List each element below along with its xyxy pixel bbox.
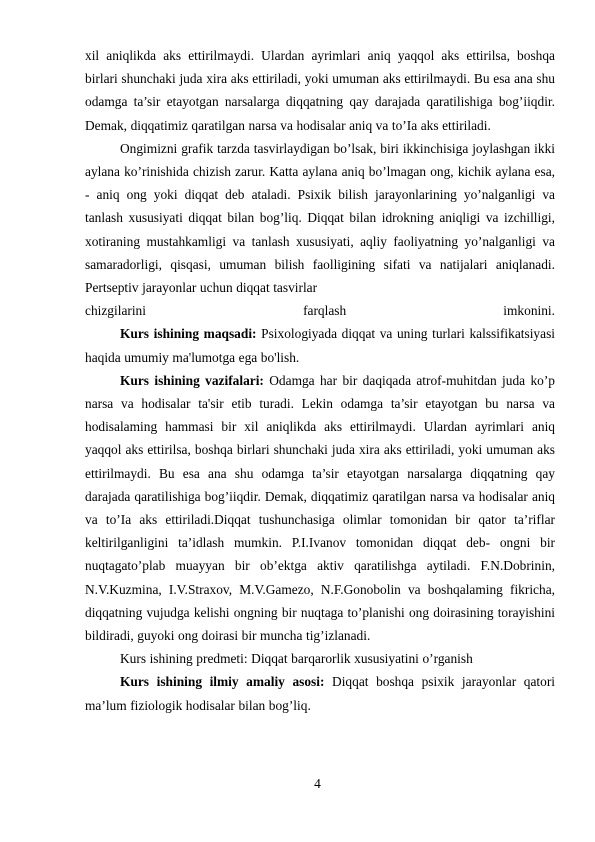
paragraph-consciousness-end: chizgilarini farqlash imkonini. [85,303,555,319]
paragraph-consciousness: Ongimizni grafik tarzda tasvirlaydigan bo’lsak, biri ikkinchisiga joylashgan ikki aylana ko’rinishida chizish zarur. Katta aylana aniq bo’lmagan ong, kichik aylana esa, - aniq ong yoki diqqat deb ataladi. Psixik bilish jarayonlarining yo’nalganligi va tanlash xususiyati diqqat bilan bog’liq. Diqqat bilan idrokning aniqligi va izchilligi, xotiraning mustahkamligi va tanlash xususiyati, aqliy faoliyatning yo’nalganligi va samaradorligi, qisqasi, umuman bilish faolligining sifati va natijalari aniqlanadi. Pertseptiv jarayonlar uchun diqqat tasvirlar [85,140,555,296]
basis-label: Kurs ishining ilmiy amaliy asosi: [120,674,325,690]
paragraph-tasks [85,369,555,647]
tasks-text: Odamga har bir daqiqada atrof-muhitdan juda ko’p narsa va hodisalar ta'sir etib turadi. Lekin odamga ta’sir etayotgan bu narsa va hodisalaming hammasi bir xil aniqlikda aks ettirilmaydi. Ulardan ayrimlari aniq yaqqol aks ettirilsa, boshqa birlari shunchaki juda xira aks ettiriladi, yoki umuman aks ettirilmaydi. Bu esa ana shu odamga ta’sir etayotgan narsalarga diqqatning qay darajada qaratilishiga bog’iiqdir. Demak, diqqatimiz qaratilgan narsa va hodisalar aniq va to’Ia aks ettiriladi.Diqqat tushunchasiga olimlar tomonidan bir qator ta’riflar keltirilganligini ta’idlash mumkin. P.I.Ivanov tomonidan diqqat deb- ongni bir nuqtagato’plab muayyan bir ob’ektga aktiv qaratilishga aytiladi. F.N.Dobrinin, N.V.Kuzmina, I.V.Straxov, M.V.Gamezo, N.F.Gonobolin va boshqalaming fikricha, diqqatning vujudga kelishi ongning bir nuqtaga to’planishi ong doirasining torayishini bildiradi, guyoki ong doirasi bir muncha tig’izlanadi. [85,372,556,644]
paragraph-intro: xil aniqlikda aks ettirilmaydi. Ulardan ayrimlari aniq yaqqol aks ettirilsa, boshqa birlari shunchaki juda xira aks ettiriladi, yoki umuman aks ettirilmaydi. Bu esa ana shu odamga ta’sir etayotgan narsalarga diqqatning qay darajada qaratilishiga bog’iiqdir. Demak, diqqatimiz qaratilgan narsa va hodisalar aniq va to’Ia aks ettiriladi. [85,48,555,133]
page-number: 4 [314,776,321,791]
document-page [85,44,555,717]
paragraph-subject: Kurs ishining predmeti: Diqqat barqarorlik xususiyatini o’rganish [120,651,473,667]
tasks-label: Kurs ishining vazifalari: [120,372,264,388]
goal-label: Kurs ishining maqsadi: [120,326,257,342]
goal-text: Psixologiyada diqqat va uning turlari kalssifikatsiyasi haqida umumiy ma'lumotga ega bo'lish. [85,326,555,365]
paragraph-goal [85,322,555,368]
basis-text: Diqqat boshqa psixik jarayonlar qatori ma’lum fiziologik hodisalar bilan bog’liq. [85,674,555,713]
paragraph-basis [85,670,555,716]
